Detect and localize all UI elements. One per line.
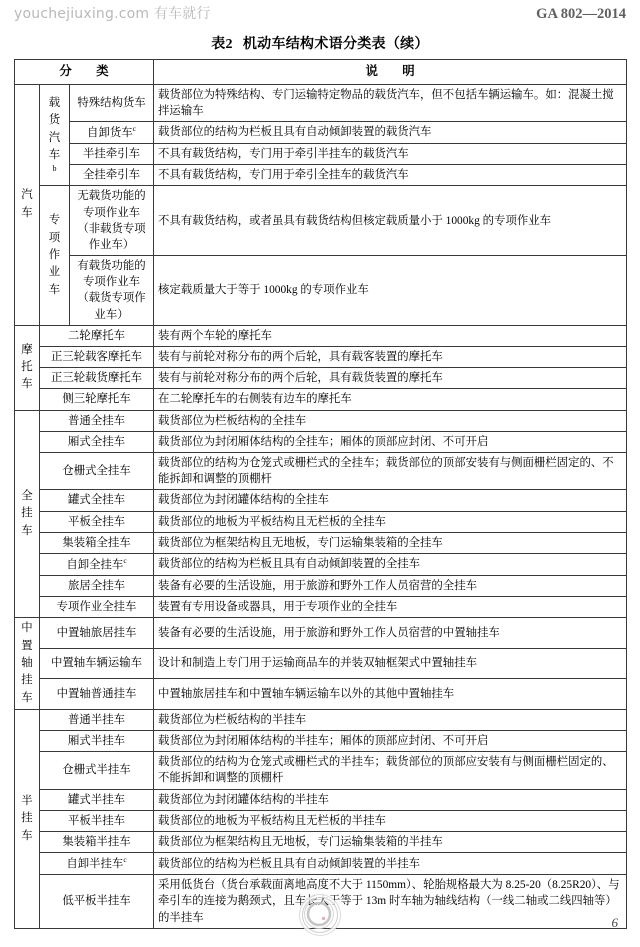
term-description: 载货部位为封闭罐体结构的半挂车: [154, 789, 627, 810]
term-name: 旅居全挂车: [40, 575, 154, 596]
term-name: 厢式半挂车: [40, 731, 154, 752]
term-name: 侧三轮摩托车: [40, 389, 154, 410]
table-row: [15, 752, 627, 789]
group-label-4: 半 挂 车: [15, 709, 40, 928]
table-caption: [14, 33, 626, 53]
table-row: [15, 325, 627, 346]
term-name: 正三轮载客摩托车: [40, 347, 154, 368]
term-description: 中置轴旅居挂车和中置轴车辆运输车以外的其他中置轴挂车: [154, 679, 627, 710]
term-description: 载货部位的结构为栏板且具有自动倾卸装置的全挂车: [154, 553, 627, 575]
table-row: [15, 709, 627, 730]
term-name: 仓栅式半挂车: [40, 752, 154, 789]
table-row: [15, 679, 627, 710]
site-watermark: youchejiuxing.com 有车就行: [14, 6, 211, 22]
vehicle-structure-terms-table: [14, 59, 627, 929]
column-header-desc: 说 明: [154, 60, 627, 85]
term-name: 自卸货车$^c$: [70, 121, 154, 143]
term-description: 装备有必要的生活设施，用于旅游和野外工作人员宿营的全挂车: [154, 575, 627, 596]
term-description: 采用低货台（货台承载面离地高度不大于 1150mm）、轮胎规格最大为 8.25-20（8.25R20）、与牵引车的连接为鹅颈式，且车长大于等于 13m 时车轴为轴线结构（一线二轴或二线四轴等）的半挂车: [154, 875, 627, 929]
column-header-class: 分 类: [15, 60, 154, 85]
term-name: 平板全挂车: [40, 511, 154, 532]
term-description: 装置有专用设备或器具，用于专项作业的全挂车: [154, 597, 627, 618]
term-name: 二轮摩托车: [40, 325, 154, 346]
term-description: 载货部位的地板为平板结构且无栏板的半挂车: [154, 810, 627, 831]
table-row: [15, 810, 627, 831]
term-description: 载货部位为特殊结构、专门运输特定物品的载货汽车，但不包括车辆运输车。如：混凝土搅拌运输车: [154, 84, 627, 121]
term-description: 设计和制造上专门用于运输商品车的并装双轴框架式中置轴挂车: [154, 648, 627, 679]
term-name: 罐式半挂车: [40, 789, 154, 810]
term-description: 不具有载货结构，专门用于牵引半挂车的载货汽车: [154, 143, 627, 164]
gear-shift-seal-icon: [302, 897, 338, 933]
table-row: [15, 121, 627, 143]
table-row: [15, 410, 627, 431]
term-name: 中置轴车辆运输车: [40, 648, 154, 679]
term-name: 专项作业全挂车: [40, 597, 154, 618]
term-name: 全挂牵引车: [70, 165, 154, 186]
term-description: 载货部位为栏板结构的全挂车: [154, 410, 627, 431]
term-name: 正三轮载货摩托车: [40, 368, 154, 389]
term-description: 装备有必要的生活设施，用于旅游和野外工作人员宿营的中置轴挂车: [154, 618, 627, 649]
term-name: 半挂牵引车: [70, 143, 154, 164]
table-body: [15, 84, 627, 928]
term-description: 载货部位的地板为平板结构且无栏板的全挂车: [154, 511, 627, 532]
table-row: [15, 165, 627, 186]
term-description: 载货部位为封闭罐体结构的全挂车: [154, 490, 627, 511]
term-description: 载货部位为框架结构且无地板，专门运输集装箱的全挂车: [154, 532, 627, 553]
table-row: [15, 256, 627, 326]
table-head: [15, 60, 627, 85]
table-row: [15, 731, 627, 752]
subgroup-label-0-1: 专 项 作 业 车: [40, 186, 70, 326]
term-description: 载货部位的结构为仓笼式或栅栏式的半挂车；载货部位的顶部应安装有与侧面栅栏固定的、不能拆卸和调整的顶棚杆: [154, 752, 627, 789]
subgroup-label-0-0: 载 货 汽 车 b: [40, 84, 70, 186]
table-row: [15, 511, 627, 532]
term-name: 低平板半挂车: [40, 875, 154, 929]
table-row: [15, 532, 627, 553]
term-name: 无载货功能的专项作业车（非载货专项作业车）: [70, 186, 154, 256]
table-row: [15, 431, 627, 452]
table-row: [15, 143, 627, 164]
table-row: [15, 853, 627, 875]
term-description: 不具有载货结构，或者虽具有载货结构但核定载质量小于 1000kg 的专项作业车: [154, 186, 627, 256]
standard-number: GA 802—2014: [536, 6, 626, 22]
table-row: [15, 389, 627, 410]
term-name: 有载货功能的专项作业车（载货专项作业车）: [70, 256, 154, 326]
table-row: [15, 553, 627, 575]
table-row: [15, 347, 627, 368]
table-row: [15, 789, 627, 810]
term-description: 载货部位为封闭厢体结构的半挂车；厢体的顶部应封闭、不可开启: [154, 731, 627, 752]
table-row: [15, 452, 627, 489]
running-head: [14, 0, 626, 25]
term-description: 载货部位为封闭厢体结构的全挂车；厢体的顶部应封闭、不可开启: [154, 431, 627, 452]
term-name: 中置轴旅居挂车: [40, 618, 154, 649]
term-description: 装有与前轮对称分布的两个后轮，具有载货装置的摩托车: [154, 368, 627, 389]
term-name: 集装箱全挂车: [40, 532, 154, 553]
page-number: 6: [611, 915, 618, 930]
table-row: [15, 618, 627, 649]
table-row: [15, 490, 627, 511]
term-description: 装有两个车轮的摩托车: [154, 325, 627, 346]
term-description: 载货部位为框架结构且无地板，专门运输集装箱的半挂车: [154, 832, 627, 853]
term-name: 罐式全挂车: [40, 490, 154, 511]
table-number: 表2: [211, 37, 233, 52]
table-row: [15, 575, 627, 596]
table-row: [15, 597, 627, 618]
term-description: 核定载质量大于等于 1000kg 的专项作业车: [154, 256, 627, 326]
term-description: 在二轮摩托车的右侧装有边车的摩托车: [154, 389, 627, 410]
group-label-1: 摩 托 车: [15, 325, 40, 410]
term-name: 自卸全挂车$^c$: [40, 553, 154, 575]
header-row: [15, 60, 627, 85]
group-label-2: 全 挂 车: [15, 410, 40, 618]
term-description: 载货部位的结构为栏板且具有自动倾卸装置的半挂车: [154, 853, 627, 875]
term-name: 普通全挂车: [40, 410, 154, 431]
page-footer: [0, 897, 640, 941]
term-description: 载货部位的结构为仓笼式或栅栏式的全挂车；载货部位的顶部安装有与侧面栅栏固定的、不能拆卸和调整的顶棚杆: [154, 452, 627, 489]
term-name: 平板半挂车: [40, 810, 154, 831]
group-label-0: 汽 车: [15, 84, 40, 325]
term-name: 集装箱半挂车: [40, 832, 154, 853]
term-name: 特殊结构货车: [70, 84, 154, 121]
table-row: [15, 832, 627, 853]
term-name: 中置轴普通挂车: [40, 679, 154, 710]
term-name: 厢式全挂车: [40, 431, 154, 452]
term-description: 载货部位的结构为栏板且具有自动倾卸装置的载货汽车: [154, 121, 627, 143]
term-description: 不具有载货结构，专门用于牵引全挂车的载货汽车: [154, 165, 627, 186]
term-description: 载货部位为栏板结构的半挂车: [154, 709, 627, 730]
term-name: 普通半挂车: [40, 709, 154, 730]
table-row: [15, 368, 627, 389]
table-title: 机动车结构术语分类表（续）: [242, 37, 429, 52]
table-row: [15, 84, 627, 121]
group-label-3: 中 置 轴 挂 车: [15, 618, 40, 710]
term-description: 装有与前轮对称分布的两个后轮，具有载客装置的摩托车: [154, 347, 627, 368]
term-name: 自卸半挂车$^c$: [40, 853, 154, 875]
term-name: 仓栅式全挂车: [40, 452, 154, 489]
table-row: [15, 186, 627, 256]
table-row: [15, 648, 627, 679]
